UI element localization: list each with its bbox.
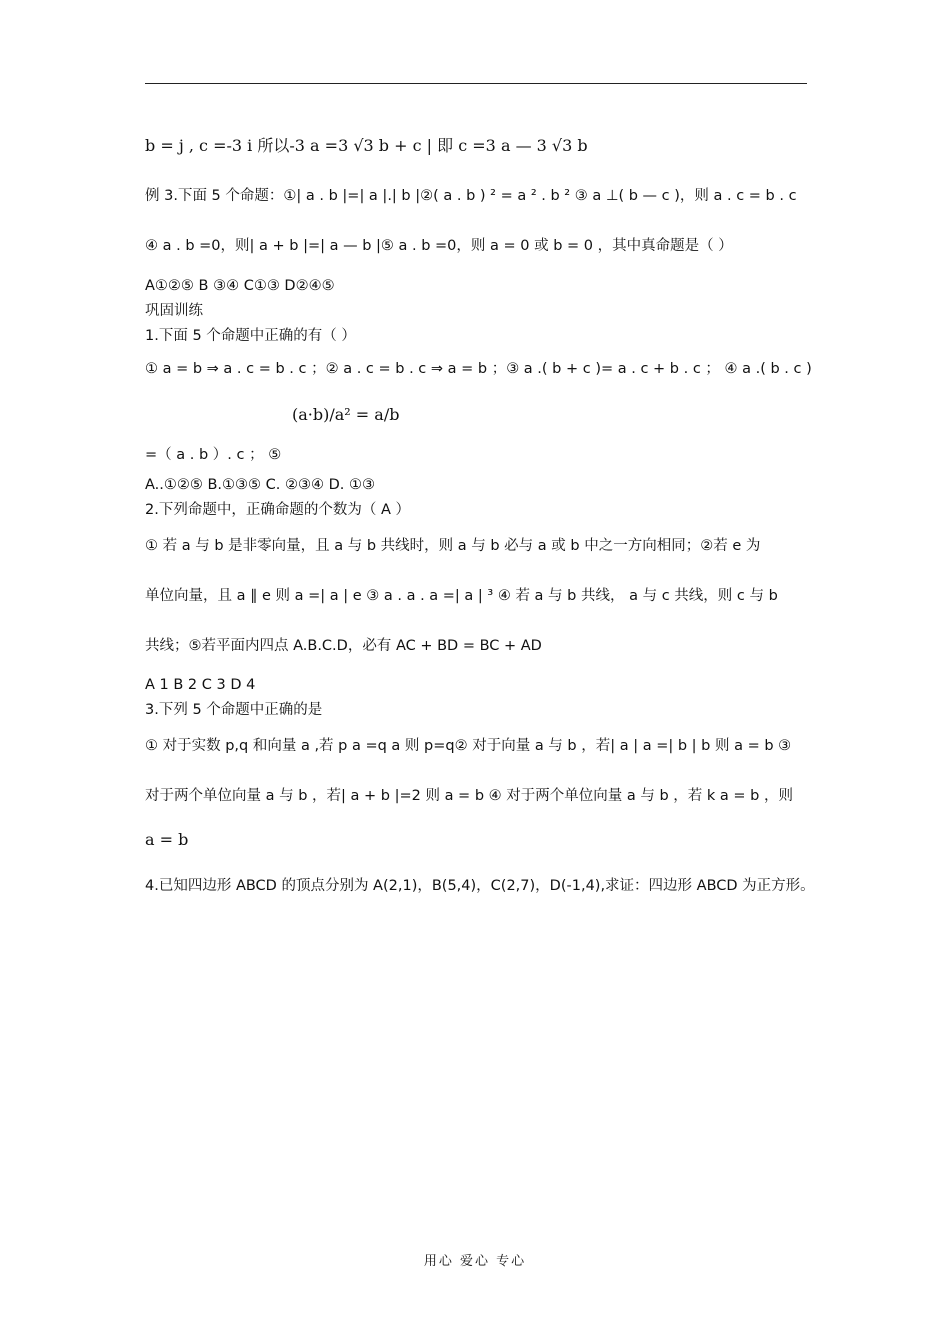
question-3: 3.下列 5 个命题中正确的是 <box>145 702 323 718</box>
question-2-options: A 1 B 2 C 3 D 4 <box>145 677 256 693</box>
question-3-item-3: a = b <box>145 830 189 849</box>
fraction-expression: (a·b)/a² = a/b <box>292 405 400 424</box>
question-1-options: A..①②⑤ B.①③⑤ C. ②③④ D. ①③ <box>145 477 375 493</box>
example-3-statement: 例 3.下面 5 个命题：①| a . b |=| a |.| b |②( a . b ) ² = a ² . b ² ③ a ⊥( b — c )，则 a . c = b . c <box>145 188 797 204</box>
header-rule <box>145 83 807 84</box>
question-3-item-2: 对于两个单位向量 a 与 b ，若| a + b |=2 则 a = b ④ 对于两个单位向量 a 与 b ，若 k a = b ，则 <box>145 788 793 804</box>
question-1: 1.下面 5 个命题中正确的有（ ） <box>145 328 356 344</box>
section-heading: 巩固训练 <box>145 303 203 319</box>
question-2-item-2: 单位向量，且 a ∥ e 则 a =| a | e ③ a . a . a =| a | ³ ④ 若 a 与 b 共线， a 与 c 共线，则 c 与 b <box>145 588 778 604</box>
question-1-items: ① a = b ⇒ a . c = b . c ；② a . c = b . c ⇒ a = b ；③ a .( b + c )= a . c + b . c ； ④ a .( b . c ) <box>145 361 812 377</box>
question-1-items-cont: =（ a . b ）. c ； ⑤ <box>145 447 282 463</box>
question-2: 2.下列命题中，正确命题的个数为（ A ） <box>145 502 410 518</box>
question-3-item-1: ① 对于实数 p,q 和向量 a ,若 p a =q a 则 p=q② 对于向量 a 与 b ，若| a | a =| b | b 则 a = b ③ <box>145 738 792 754</box>
question-4: 4.已知四边形 ABCD 的顶点分别为 A(2,1)，B(5,4)，C(2,7)，D(-1,4),求证：四边形 ABCD 为正方形。 <box>145 878 815 894</box>
page-footer: 用心 爱心 专心 <box>423 1254 527 1269</box>
text-line-1: b = j , c =-3 i 所以-3 a =3 √3 b + c | 即 c =3 a — 3 √3 b <box>145 136 588 155</box>
example-3-statement-cont: ④ a . b =0，则| a + b |=| a — b |⑤ a . b =0，则 a = 0 或 b = 0 ，其中真命题是（ ） <box>145 238 733 254</box>
question-2-item-1: ① 若 a 与 b 是非零向量，且 a 与 b 共线时，则 a 与 b 必与 a 或 b 中之一方向相同；②若 e 为 <box>145 538 761 554</box>
example-3-options: A①②⑤ B ③④ C①③ D②④⑤ <box>145 278 335 294</box>
question-2-item-3: 共线；⑤若平面内四点 A.B.C.D，必有 AC + BD = BC + AD <box>145 638 542 654</box>
